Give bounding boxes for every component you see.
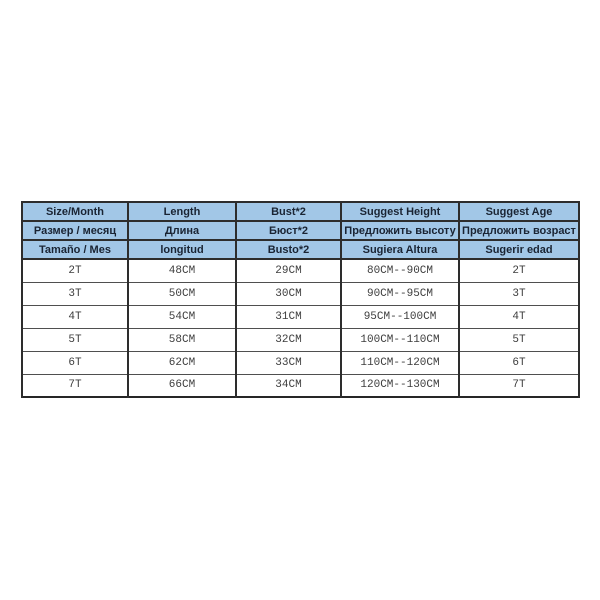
- cell-age: 6T: [459, 351, 579, 374]
- cell-height: 80CM--90CM: [341, 259, 459, 282]
- header-age-es: Sugerir edad: [459, 240, 579, 259]
- header-row-russian: [22, 221, 579, 240]
- cell-height: 120CM--130CM: [341, 374, 459, 397]
- header-age-ru: Предложить возраст: [459, 221, 579, 240]
- cell-age: 7T: [459, 374, 579, 397]
- cell-height: 95CM--100CM: [341, 305, 459, 328]
- cell-bust: 31CM: [236, 305, 341, 328]
- header-height-en: Suggest Height: [341, 202, 459, 221]
- cell-height: 110CM--120CM: [341, 351, 459, 374]
- header-size-en: Size/Month: [22, 202, 128, 221]
- header-length-ru: Длина: [128, 221, 236, 240]
- table-row: [22, 305, 579, 328]
- cell-size: 6T: [22, 351, 128, 374]
- cell-bust: 30CM: [236, 282, 341, 305]
- table-row: [22, 374, 579, 397]
- cell-bust: 29CM: [236, 259, 341, 282]
- header-row-english: [22, 202, 579, 221]
- header-bust-es: Busto*2: [236, 240, 341, 259]
- header-length-es: longitud: [128, 240, 236, 259]
- table-row: [22, 282, 579, 305]
- cell-height: 90CM--95CM: [341, 282, 459, 305]
- cell-age: 4T: [459, 305, 579, 328]
- cell-age: 5T: [459, 328, 579, 351]
- cell-age: 2T: [459, 259, 579, 282]
- header-row-spanish: [22, 240, 579, 259]
- header-bust-en: Bust*2: [236, 202, 341, 221]
- cell-height: 100CM--110CM: [341, 328, 459, 351]
- cell-bust: 33CM: [236, 351, 341, 374]
- table-row: [22, 259, 579, 282]
- cell-length: 58CM: [128, 328, 236, 351]
- size-chart-table: [21, 201, 580, 398]
- cell-length: 62CM: [128, 351, 236, 374]
- cell-size: 7T: [22, 374, 128, 397]
- cell-length: 50CM: [128, 282, 236, 305]
- table-row: [22, 351, 579, 374]
- cell-length: 66CM: [128, 374, 236, 397]
- header-height-es: Sugiera Altura: [341, 240, 459, 259]
- cell-age: 3T: [459, 282, 579, 305]
- header-size-ru: Размер / месяц: [22, 221, 128, 240]
- cell-size: 3T: [22, 282, 128, 305]
- header-height-ru: Предложить высоту: [341, 221, 459, 240]
- header-length-en: Length: [128, 202, 236, 221]
- cell-bust: 34CM: [236, 374, 341, 397]
- cell-length: 48CM: [128, 259, 236, 282]
- header-size-es: Tamaño / Mes: [22, 240, 128, 259]
- cell-bust: 32CM: [236, 328, 341, 351]
- cell-length: 54CM: [128, 305, 236, 328]
- table-row: [22, 328, 579, 351]
- cell-size: 2T: [22, 259, 128, 282]
- header-age-en: Suggest Age: [459, 202, 579, 221]
- cell-size: 4T: [22, 305, 128, 328]
- header-bust-ru: Бюст*2: [236, 221, 341, 240]
- cell-size: 5T: [22, 328, 128, 351]
